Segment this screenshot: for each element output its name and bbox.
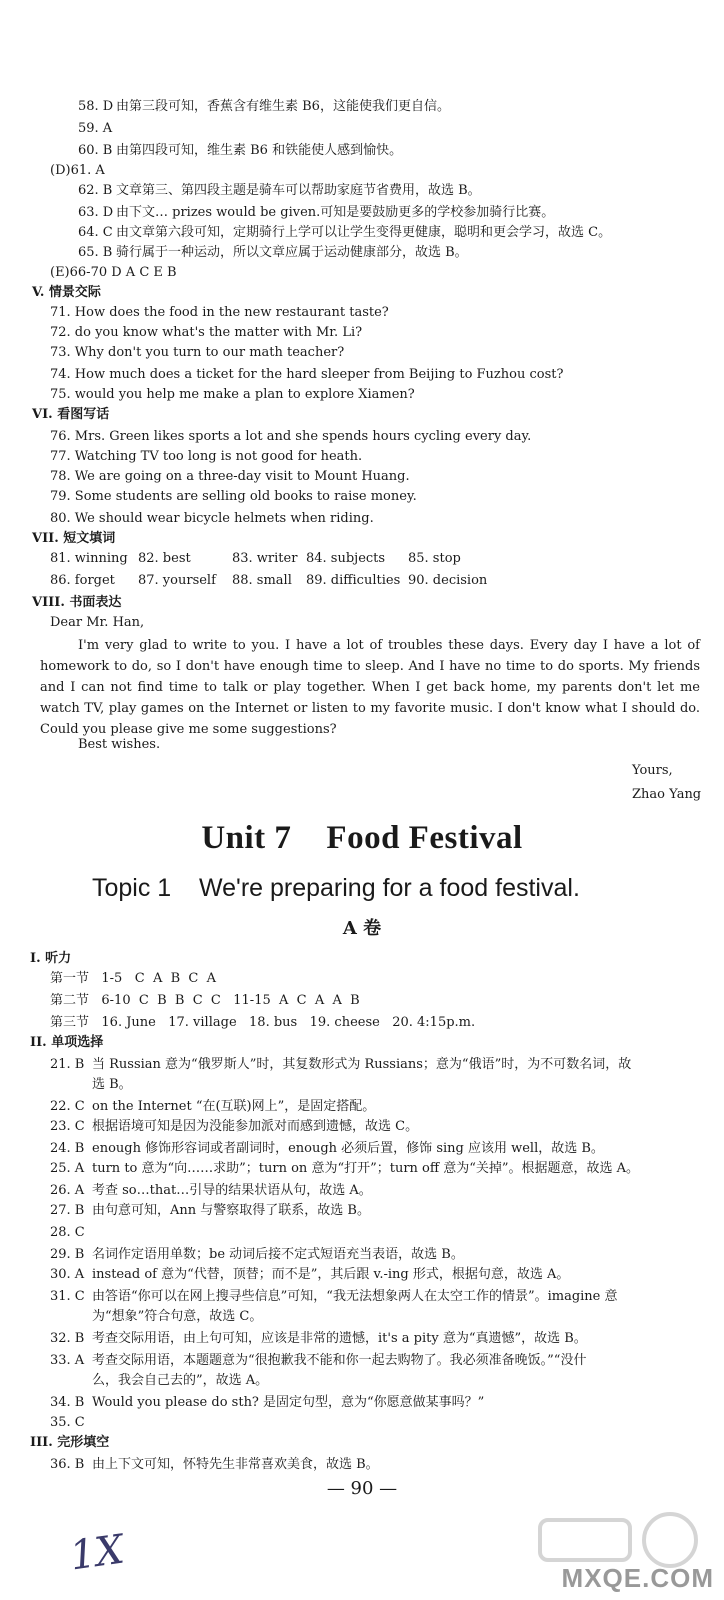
answer-text: 考查交际用语，本题题意为“很抱歉我不能和你一起去购物了。我必须准备晚饭。”“没什 xyxy=(92,1353,587,1368)
answer-63 xyxy=(78,204,554,222)
answer-21-cont xyxy=(50,1076,132,1094)
answer-79: 79. Some students are selling old books to raise money. xyxy=(50,489,417,504)
answer-num: 25. A xyxy=(50,1161,85,1176)
answer-33-cont xyxy=(50,1372,268,1390)
letter-closing: Best wishes. xyxy=(78,737,161,752)
answer-num: 24. B xyxy=(50,1141,85,1156)
answer-num: 59. A xyxy=(78,121,113,136)
answer-num: 65. B xyxy=(78,245,113,260)
answer-text: turn to 意为“向……求助”；turn on 意为“打开”；turn off 意为“关掉”。根据题意，故选 A。 xyxy=(92,1161,640,1176)
answer-num: 62. B xyxy=(78,183,113,198)
listening-section-2: 第二节 6-10 C B B C C 11-15 A C A A B xyxy=(50,993,360,1008)
answer-num: 21. B xyxy=(50,1057,85,1072)
answer-77: 77. Watching TV too long is not good for heath. xyxy=(50,449,363,464)
answer-75: 75. would you help me make a plan to explore Xiamen? xyxy=(50,387,415,402)
answer-num: 31. C xyxy=(50,1289,85,1304)
answer-text: 由第三段可知，香蕉含有维生素 B6，这能使我们更自信。 xyxy=(116,99,450,114)
answer-text: instead of 意为“代替，顶替；而不是”，其后跟 v.-ing 形式，根据句意，故选 A。 xyxy=(92,1267,570,1282)
answer-text: 文章第三、第四段主题是骑车可以帮助家庭节省费用，故选 B。 xyxy=(116,183,481,198)
listening-section-1: 第一节 1-5 C A B C A xyxy=(50,971,217,986)
letter-body: I'm very glad to write to you. I have a lot of troubles these days. Every day I have a lot of homework to do, so I don't have enough time to sleep. And I have no time to do sports. My friends and I can not find time to talk or play together. When I get back home, my parents don't let me watch TV, play games on the Internet or listen to my favorite music. I don't know what I should do. Could you please give me some suggestions? xyxy=(40,638,700,737)
answer-80: 80. We should wear bicycle helmets when riding. xyxy=(50,511,374,526)
answer-32 xyxy=(50,1330,587,1348)
handwritten-mark: 1X xyxy=(67,1526,127,1580)
watermark-text: MXQE.COM xyxy=(561,1563,714,1593)
part-3-title: III. 完形填空 xyxy=(30,1435,110,1450)
answer-65 xyxy=(78,244,468,262)
section-8-title: VIII. 书面表达 xyxy=(32,595,122,610)
letter-sign-yours: Yours, xyxy=(632,763,673,778)
answer-85: 85. stop xyxy=(408,551,461,566)
answer-24 xyxy=(50,1140,604,1158)
answer-text: 由上下文可知，怀特先生非常喜欢美食，故选 B。 xyxy=(92,1457,379,1472)
answer-text: 由答语“你可以在网上搜寻些信息”可知，“我无法想象两人在太空工作的情景”。imagine 意 xyxy=(92,1289,618,1304)
answer-num: 27. B xyxy=(50,1203,85,1218)
answer-64 xyxy=(78,224,611,242)
answer-num: 26. A xyxy=(50,1183,85,1198)
answer-30 xyxy=(50,1266,569,1284)
answer-text: on the Internet “在(互联)网上”，是固定搭配。 xyxy=(92,1099,376,1114)
answer-num: 63. D xyxy=(78,205,114,220)
answer-num: 58. D xyxy=(78,99,114,114)
answer-text: 由第四段可知，维生素 B6 和铁能使人感到愉快。 xyxy=(116,143,403,158)
answer-31 xyxy=(50,1288,618,1306)
answer-73: 73. Why don't you turn to our math teacher? xyxy=(50,345,345,360)
answer-28 xyxy=(50,1224,92,1242)
answer-58 xyxy=(78,98,450,116)
answer-71: 71. How does the food in the new restaurant taste? xyxy=(50,305,389,320)
section-7-title: VII. 短文填词 xyxy=(32,531,116,546)
answer-text: 骑行属于一种运动，所以文章应属于运动健康部分，故选 B。 xyxy=(116,245,468,260)
paper-a-heading: A 卷 xyxy=(342,918,382,939)
answer-text: Would you please do sth? 是固定句型，意为“你愿意做某事吗？” xyxy=(92,1395,485,1410)
answer-60 xyxy=(78,142,402,160)
answer-text: 考查 so…that…引导的结果状语从句，故选 A。 xyxy=(92,1183,372,1198)
answer-text: 为“想象”符合句意，故选 C。 xyxy=(92,1309,263,1324)
answer-86: 86. forget xyxy=(50,573,115,588)
answer-text: 由下文… prizes would be given.可知是要鼓励更多的学校参加骑行比赛。 xyxy=(116,205,555,220)
answer-23 xyxy=(50,1118,418,1136)
answer-num: 64. C xyxy=(78,225,113,240)
answer-text: 么，我会自己去的”，故选 A。 xyxy=(92,1373,269,1388)
answer-e-line: (E)66-70 D A C E B xyxy=(50,265,177,280)
answer-text: 选 B。 xyxy=(92,1077,132,1092)
unit-title: Unit 7 Food Festival xyxy=(201,820,523,856)
answer-62 xyxy=(78,182,481,200)
answer-88: 88. small xyxy=(232,573,292,588)
answer-21 xyxy=(50,1056,631,1074)
answer-num: 22. C xyxy=(50,1099,85,1114)
answer-num: 60. B xyxy=(78,143,113,158)
answer-59 xyxy=(78,120,116,138)
section-6-title: VI. 看图写话 xyxy=(32,407,110,422)
answer-87: 87. yourself xyxy=(138,573,216,588)
letter-greeting: Dear Mr. Han, xyxy=(50,615,145,630)
answer-text: 考查交际用语，由上句可知，应该是非常的遗憾，it's a pity 意为“真遗憾”，故选 B。 xyxy=(92,1331,587,1346)
answer-text: 由文章第六段可知，定期骑行上学可以让学生变得更健康，聪明和更会学习，故选 C。 xyxy=(116,225,612,240)
answer-36 xyxy=(50,1456,379,1474)
answer-num: 33. A xyxy=(50,1353,85,1368)
answer-76: 76. Mrs. Green likes sports a lot and she spends hours cycling every day. xyxy=(50,429,532,444)
answer-33 xyxy=(50,1352,586,1370)
answer-text: enough 修饰形容词或者副词时，enough 必须后置，修饰 sing 应该用 well，故选 B。 xyxy=(92,1141,604,1156)
topic-title: Topic 1 We're preparing for a food festival. xyxy=(92,874,580,902)
answer-text: 当 Russian 意为“俄罗斯人”时，其复数形式为 Russians；意为“俄语”时，为不可数名词，故 xyxy=(92,1057,632,1072)
answer-27 xyxy=(50,1202,370,1220)
answer-text: 名词作定语用单数；be 动词后接不定式短语充当表语，故选 B。 xyxy=(92,1247,464,1262)
answer-num: 30. A xyxy=(50,1267,85,1282)
section-5-title: V. 情景交际 xyxy=(32,285,101,300)
answer-29 xyxy=(50,1246,464,1264)
answer-72: 72. do you know what's the matter with Mr. Li? xyxy=(50,325,363,340)
answer-90: 90. decision xyxy=(408,573,488,588)
answer-84: 84. subjects xyxy=(306,551,386,566)
answer-num: 23. C xyxy=(50,1119,85,1134)
answer-num: 34. B xyxy=(50,1395,85,1410)
answer-31-cont xyxy=(50,1308,262,1326)
answer-num: 29. B xyxy=(50,1247,85,1262)
answer-22 xyxy=(50,1098,375,1116)
answer-35 xyxy=(50,1414,92,1432)
letter-sign-name: Zhao Yang xyxy=(632,787,702,802)
listening-section-3: 第三节 16. June 17. village 18. bus 19. cheese 20. 4:15p.m. xyxy=(50,1015,476,1030)
answer-num: 36. B xyxy=(50,1457,85,1472)
answer-34 xyxy=(50,1394,484,1412)
answer-text: 根据语境可知是因为没能参加派对而感到遗憾，故选 C。 xyxy=(92,1119,419,1134)
answer-25 xyxy=(50,1160,639,1178)
answer-81: 81. winning xyxy=(50,551,128,566)
answer-text: 由句意可知，Ann 与警察取得了联系，故选 B。 xyxy=(92,1203,370,1218)
answer-d61: (D)61. A xyxy=(50,163,105,178)
answer-89: 89. difficulties xyxy=(306,573,401,588)
part-1-title: I. 听力 xyxy=(30,951,72,966)
answer-26 xyxy=(50,1182,372,1200)
part-2-title: II. 单项选择 xyxy=(30,1035,104,1050)
answer-74: 74. How much does a ticket for the hard sleeper from Beijing to Fuzhou cost? xyxy=(50,367,564,382)
answer-num: 35. C xyxy=(50,1415,85,1430)
answer-82: 82. best xyxy=(138,551,191,566)
answer-num: 32. B xyxy=(50,1331,85,1346)
answer-83: 83. writer xyxy=(232,551,298,566)
page-number: — 90 — xyxy=(326,1478,398,1499)
answer-num: 28. C xyxy=(50,1225,85,1240)
answer-78: 78. We are going on a three-day visit to Mount Huang. xyxy=(50,469,410,484)
